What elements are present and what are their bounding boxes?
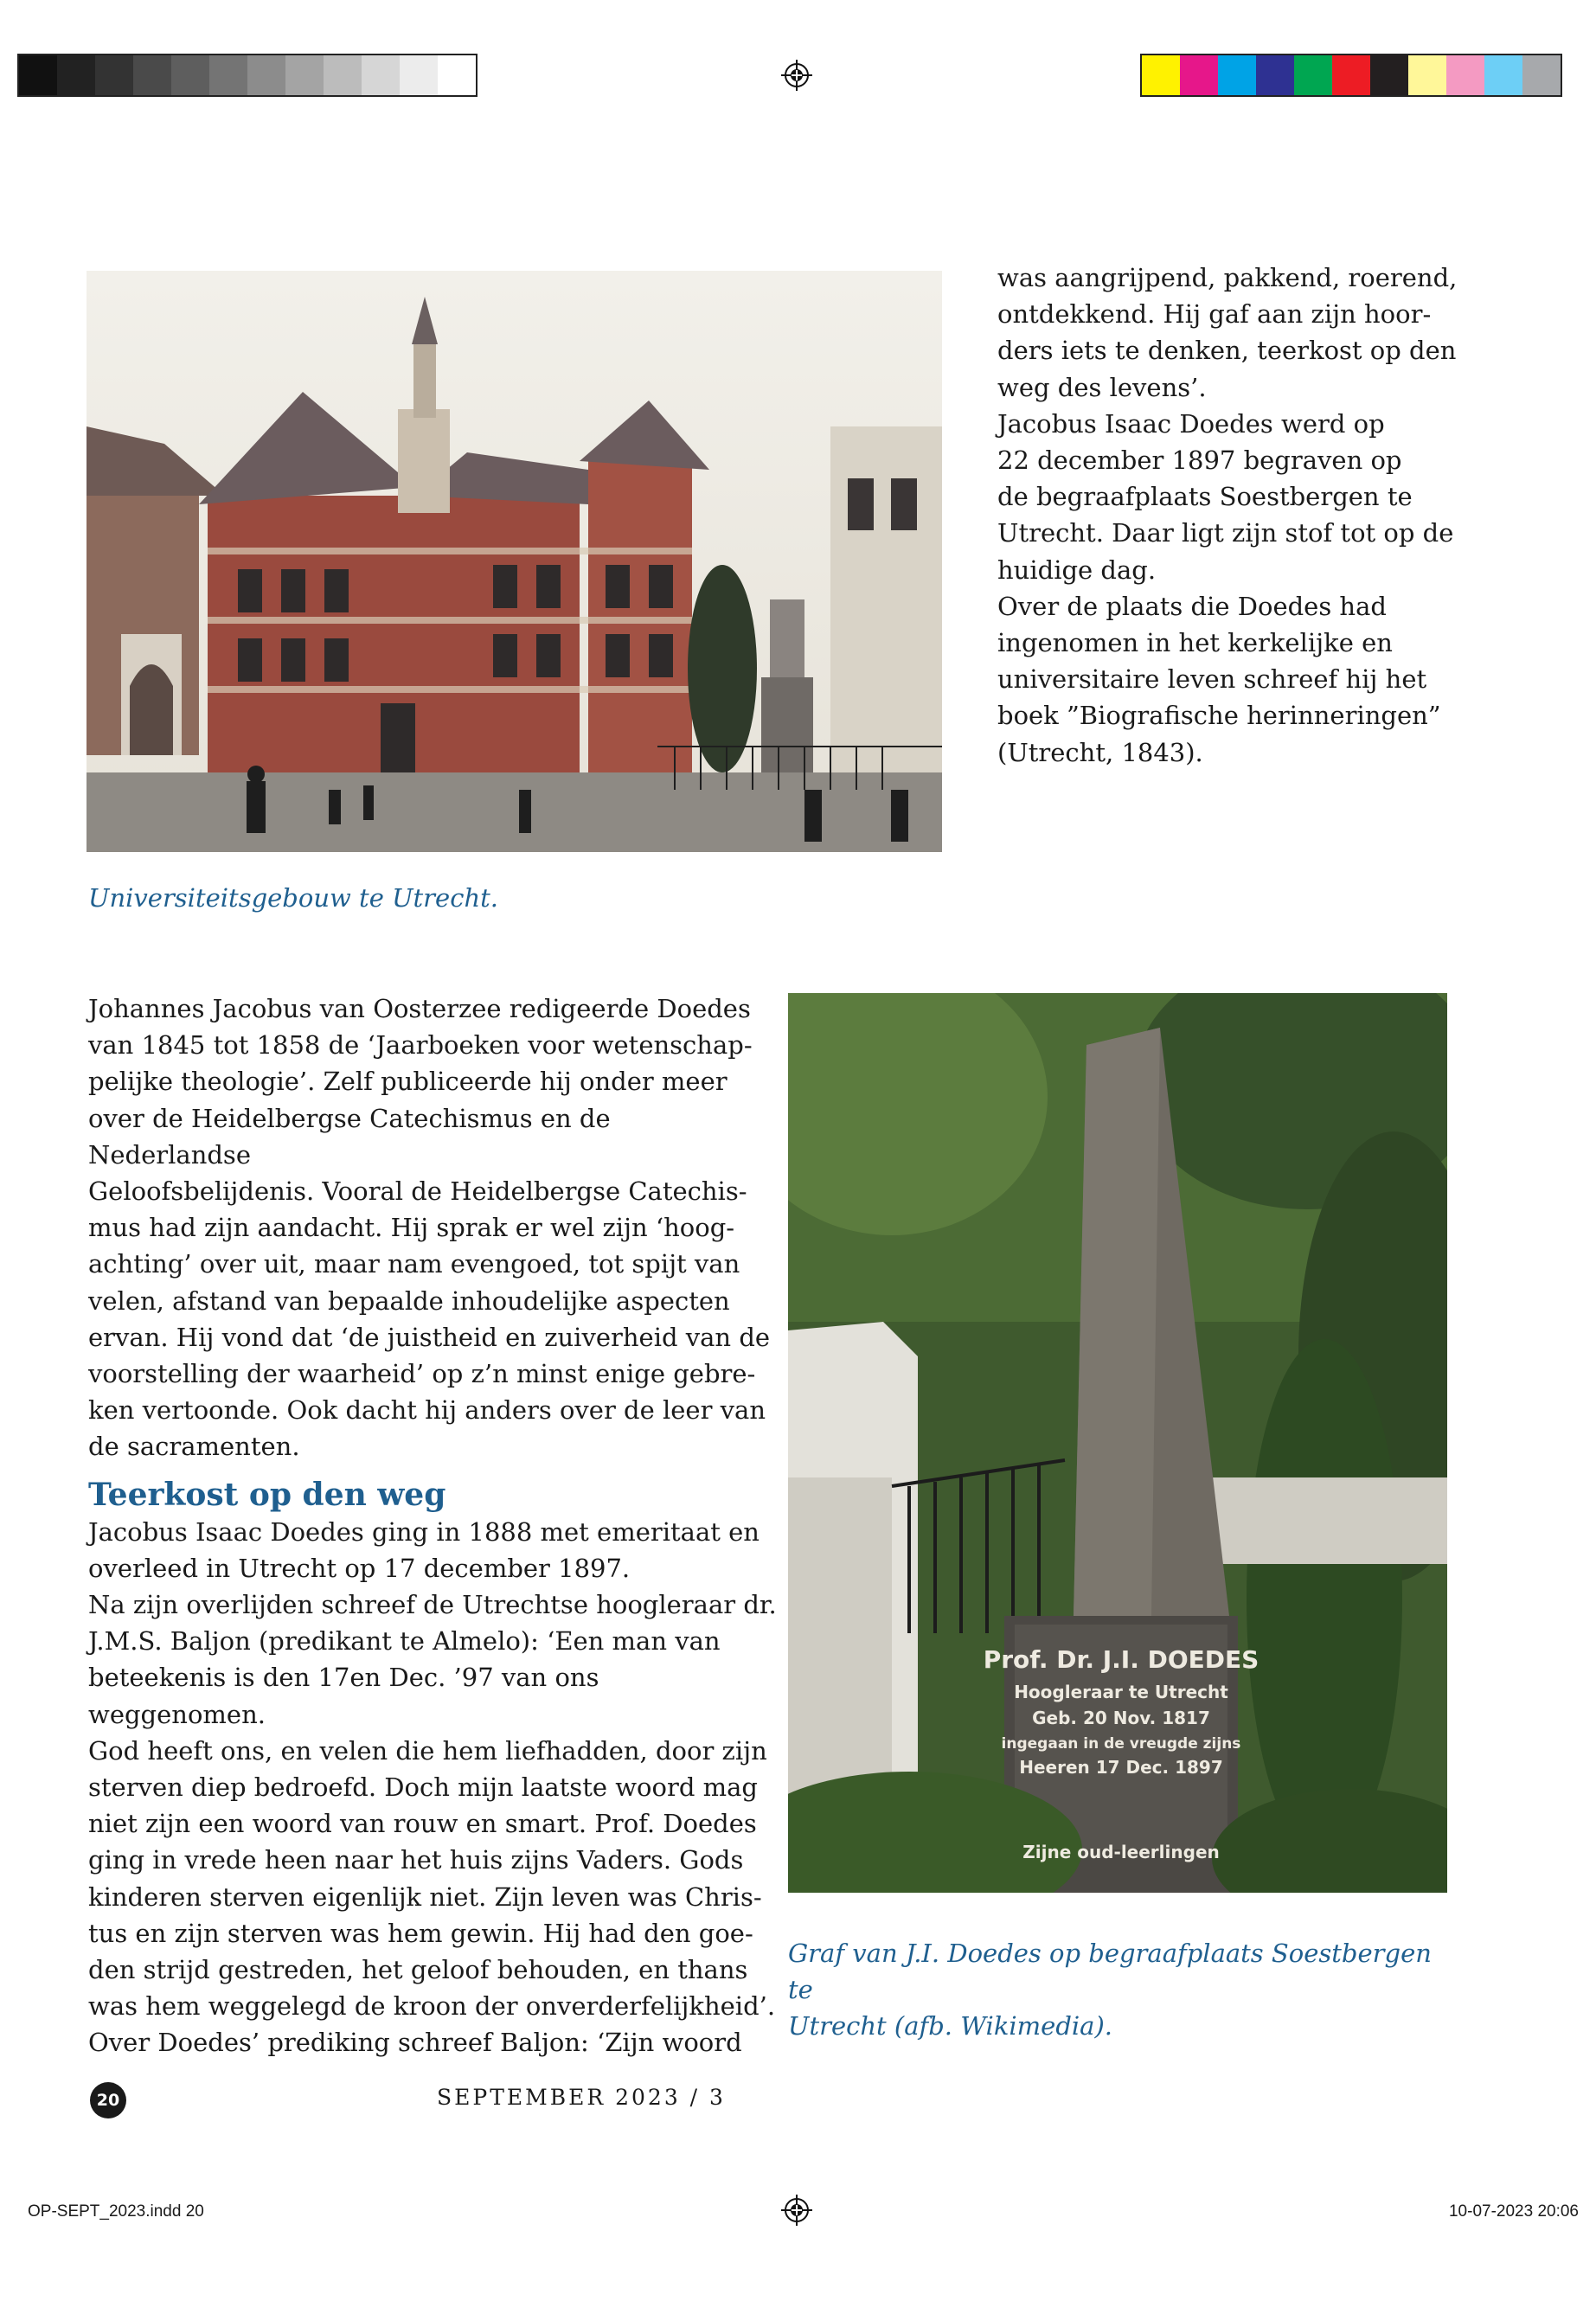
color-swatch bbox=[1294, 55, 1332, 95]
text-line: velen, afstand van bepaalde inhoudelijke aspecten bbox=[88, 1285, 730, 1316]
text-line: huidige dag. bbox=[997, 554, 1157, 585]
paragraph-1 bbox=[88, 990, 780, 1465]
color-bar bbox=[1140, 54, 1562, 97]
color-swatch bbox=[1256, 55, 1294, 95]
text-line: sterven diep bedroefd. Doch mijn laatste woord mag bbox=[88, 1772, 758, 1803]
slug-date-info: 10-07-2023 20:06 bbox=[1448, 2202, 1579, 2221]
gray-swatch bbox=[362, 55, 400, 95]
page-number: 20 bbox=[90, 2082, 126, 2118]
grave-inscription-line: Heeren 17 Dec. 1897 bbox=[1019, 1757, 1223, 1778]
text-line: weg des levens’. bbox=[997, 372, 1207, 402]
university-photo-caption: Universiteitsgebouw te Utrecht. bbox=[88, 883, 498, 913]
running-title: SEPTEMBER 2023 / 3 bbox=[437, 2085, 726, 2110]
text-line: ontdekkend. Hij gaf aan zijn hoor- bbox=[997, 299, 1432, 330]
text-line: universitaire leven schreef hij het bbox=[997, 664, 1427, 695]
text-line: de sacramenten. bbox=[88, 1432, 300, 1462]
text-line: 22 december 1897 begraven op bbox=[997, 445, 1402, 476]
color-swatch bbox=[1522, 55, 1561, 95]
registration-mark-icon bbox=[781, 60, 812, 91]
caption-line: Graf van J.I. Doedes op begraafplaats Soestbergen te bbox=[788, 1939, 1432, 2004]
grayscale-bar bbox=[17, 54, 478, 97]
gray-swatch bbox=[247, 55, 285, 95]
text-line: van 1845 tot 1858 de ‘Jaarboeken voor wetenschap- bbox=[88, 1030, 753, 1061]
gray-swatch bbox=[133, 55, 171, 95]
text-line: ging in vrede heen naar het huis zijns Vaders. Gods bbox=[88, 1845, 744, 1875]
text-line: de begraafplaats Soestbergen te bbox=[997, 482, 1413, 512]
gray-swatch bbox=[324, 55, 362, 95]
grave-inscription-line: Prof. Dr. J.I. DOEDES bbox=[983, 1645, 1259, 1674]
text-line: kinderen sterven eigenlijk niet. Zijn leven was Chris- bbox=[88, 1881, 762, 1912]
university-building-photo bbox=[87, 271, 942, 852]
text-line: ken vertoonde. Ook dacht hij anders over de leer van bbox=[88, 1395, 766, 1426]
color-swatch bbox=[1332, 55, 1370, 95]
text-line: was aangrijpend, pakkend, roerend, bbox=[997, 263, 1458, 292]
grave-inscription-line: Geb. 20 Nov. 1817 bbox=[1032, 1708, 1210, 1728]
gray-swatch bbox=[285, 55, 324, 95]
text-line: mus had zijn aandacht. Hij sprak er wel zijn ‘hoog- bbox=[88, 1213, 735, 1243]
text-line: Over de plaats die Doedes had bbox=[997, 591, 1387, 621]
paragraph-2 bbox=[88, 1514, 780, 2061]
text-line: God heeft ons, en velen die hem liefhadden, door zijn bbox=[88, 1735, 767, 1766]
text-line: over de Heidelbergse Catechismus en de Nederlandse bbox=[88, 1103, 611, 1170]
text-line: ingenomen in het kerkelijke en bbox=[997, 628, 1393, 658]
text-line: den strijd gestreden, het geloof behouden, en thans bbox=[88, 1955, 748, 1985]
gray-swatch bbox=[438, 55, 476, 95]
grave-inscription-line: Hoogleraar te Utrecht bbox=[1014, 1682, 1228, 1702]
text-line: achting’ over uit, maar nam evengoed, tot spijt van bbox=[88, 1249, 740, 1279]
text-line: J.M.S. Baljon (predikant te Almelo): ‘Een man van bbox=[88, 1626, 721, 1657]
text-line: Na zijn overlijden schreef de Utrechtse hoogleraar dr. bbox=[88, 1590, 777, 1620]
color-swatch bbox=[1370, 55, 1408, 95]
grave-photo bbox=[788, 993, 1447, 1893]
color-swatch bbox=[1180, 55, 1218, 95]
left-text-column bbox=[88, 990, 780, 2061]
grave-inscription-line: ingegaan in de vreugde zijns bbox=[1001, 1735, 1241, 1753]
grave-photo-caption bbox=[788, 1935, 1445, 2044]
text-line: (Utrecht, 1843). bbox=[997, 737, 1203, 767]
caption-line: Utrecht (afb. Wikimedia). bbox=[788, 2011, 1112, 2041]
grave-inscription-line: Zijne oud-leerlingen bbox=[1022, 1842, 1220, 1862]
color-swatch bbox=[1142, 55, 1180, 95]
gray-swatch bbox=[209, 55, 247, 95]
slug-file-info: OP-SEPT_2023.indd 20 bbox=[28, 2202, 204, 2221]
text-line: Jacobus Isaac Doedes ging in 1888 met emeritaat en bbox=[88, 1516, 760, 1547]
text-line: Johannes Jacobus van Oosterzee redigeerde Doedes bbox=[88, 994, 751, 1023]
color-swatch bbox=[1218, 55, 1256, 95]
text-line: beteekenis is den 17en Dec. ’97 van ons weggenomen. bbox=[88, 1663, 599, 1729]
color-swatch bbox=[1484, 55, 1522, 95]
text-line: Utrecht. Daar ligt zijn stof tot op de bbox=[997, 518, 1454, 548]
text-line: tus en zijn sterven was hem gewin. Hij had den goe- bbox=[88, 1918, 753, 1948]
section-heading: Teerkost op den weg bbox=[88, 1476, 446, 1513]
text-line: Over Doedes’ prediking schreef Baljon: ‘Zijn woord bbox=[88, 2028, 742, 2058]
registration-mark-icon bbox=[781, 2195, 812, 2226]
gray-swatch bbox=[171, 55, 209, 95]
text-line: Jacobus Isaac Doedes werd op bbox=[997, 408, 1385, 439]
gray-swatch bbox=[400, 55, 438, 95]
gray-swatch bbox=[95, 55, 133, 95]
text-line: ervan. Hij vond dat ‘de juistheid en zuiverheid van de bbox=[88, 1322, 771, 1352]
text-line: Geloofsbelijdenis. Vooral de Heidelbergse Catechis- bbox=[88, 1176, 747, 1207]
text-line: voorstelling der waarheid’ op z’n minst enige gebre- bbox=[88, 1359, 756, 1389]
text-line: overleed in Utrecht op 17 december 1897. bbox=[88, 1553, 631, 1583]
top-right-text-column bbox=[997, 260, 1482, 771]
gray-swatch bbox=[19, 55, 57, 95]
text-line: boek ”Biografische herinneringen” bbox=[997, 701, 1441, 731]
text-line: was hem weggelegd de kroon der onverderfelijkheid’. bbox=[88, 1991, 776, 2022]
text-line: niet zijn een woord van rouw en smart. Prof. Doedes bbox=[88, 1809, 757, 1839]
gray-swatch bbox=[57, 55, 95, 95]
color-swatch bbox=[1408, 55, 1446, 95]
color-swatch bbox=[1446, 55, 1484, 95]
text-line: ders iets te denken, teerkost op den bbox=[997, 336, 1457, 366]
text-line: pelijke theologie’. Zelf publiceerde hij onder meer bbox=[88, 1067, 727, 1097]
